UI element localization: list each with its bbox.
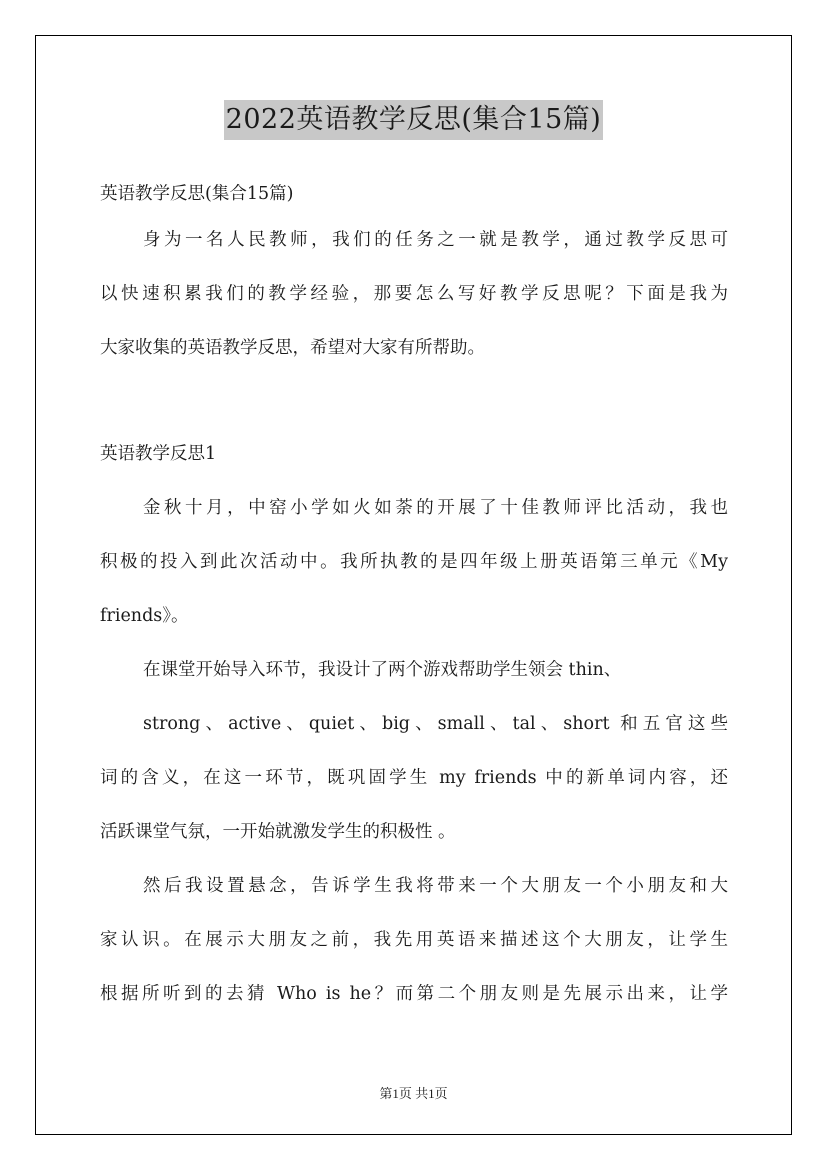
paragraph-3 bbox=[100, 859, 728, 1021]
blank-line bbox=[100, 375, 728, 427]
paragraph-line: 金秋十月，中窑小学如火如荼的开展了十佳教师评比活动，我也 bbox=[143, 498, 728, 518]
paragraph-line: strong、active、quiet、big、small、tal、short 和五官这些 bbox=[143, 714, 728, 734]
document-subtitle: 英语教学反思(集合15篇) bbox=[100, 184, 294, 204]
paragraph-line: 然后我设置悬念，告诉学生我将带来一个大朋友一个小朋友和大 bbox=[143, 876, 728, 896]
document-title bbox=[0, 100, 827, 140]
paragraph-line: 在课堂开始导入环节，我设计了两个游戏帮助学生领会 thin、 bbox=[143, 660, 622, 680]
page-footer: 第1页 共1页 bbox=[379, 1086, 448, 1101]
paragraph-line: 家认识。在展示大朋友之前，我先用英语来描述这个大朋友，让学生 bbox=[100, 930, 728, 950]
paragraph-line: 大家收集的英语教学反思，希望对大家有所帮助。 bbox=[100, 338, 485, 358]
paragraph-line: 积极的投入到此次活动中。我所执教的是四年级上册英语第三单元《My bbox=[100, 552, 728, 572]
document-body bbox=[100, 175, 728, 1021]
paragraph-line: 活跃课堂气氛，一开始就激发学生的积极性 。 bbox=[100, 822, 456, 842]
section-heading: 英语教学反思1 bbox=[100, 444, 217, 464]
paragraph-line: 以快速积累我们的教学经验，那要怎么写好教学反思呢？下面是我为 bbox=[100, 284, 728, 304]
intro-paragraph bbox=[100, 213, 728, 375]
document-title-text: 2022英语教学反思(集合15篇) bbox=[224, 100, 604, 140]
paragraph-line: 根据所听到的去猜 Who is he？而第二个朋友则是先展示出来，让学 bbox=[100, 984, 728, 1004]
paragraph-line: 词的含义，在这一环节，既巩固学生 my friends 中的新单词内容，还 bbox=[100, 768, 728, 788]
paragraph-line: 身为一名人民教师，我们的任务之一就是教学，通过教学反思可 bbox=[143, 230, 728, 250]
paragraph-1 bbox=[100, 481, 728, 643]
paragraph-2 bbox=[100, 643, 728, 859]
paragraph-line: friends》。 bbox=[100, 606, 189, 626]
